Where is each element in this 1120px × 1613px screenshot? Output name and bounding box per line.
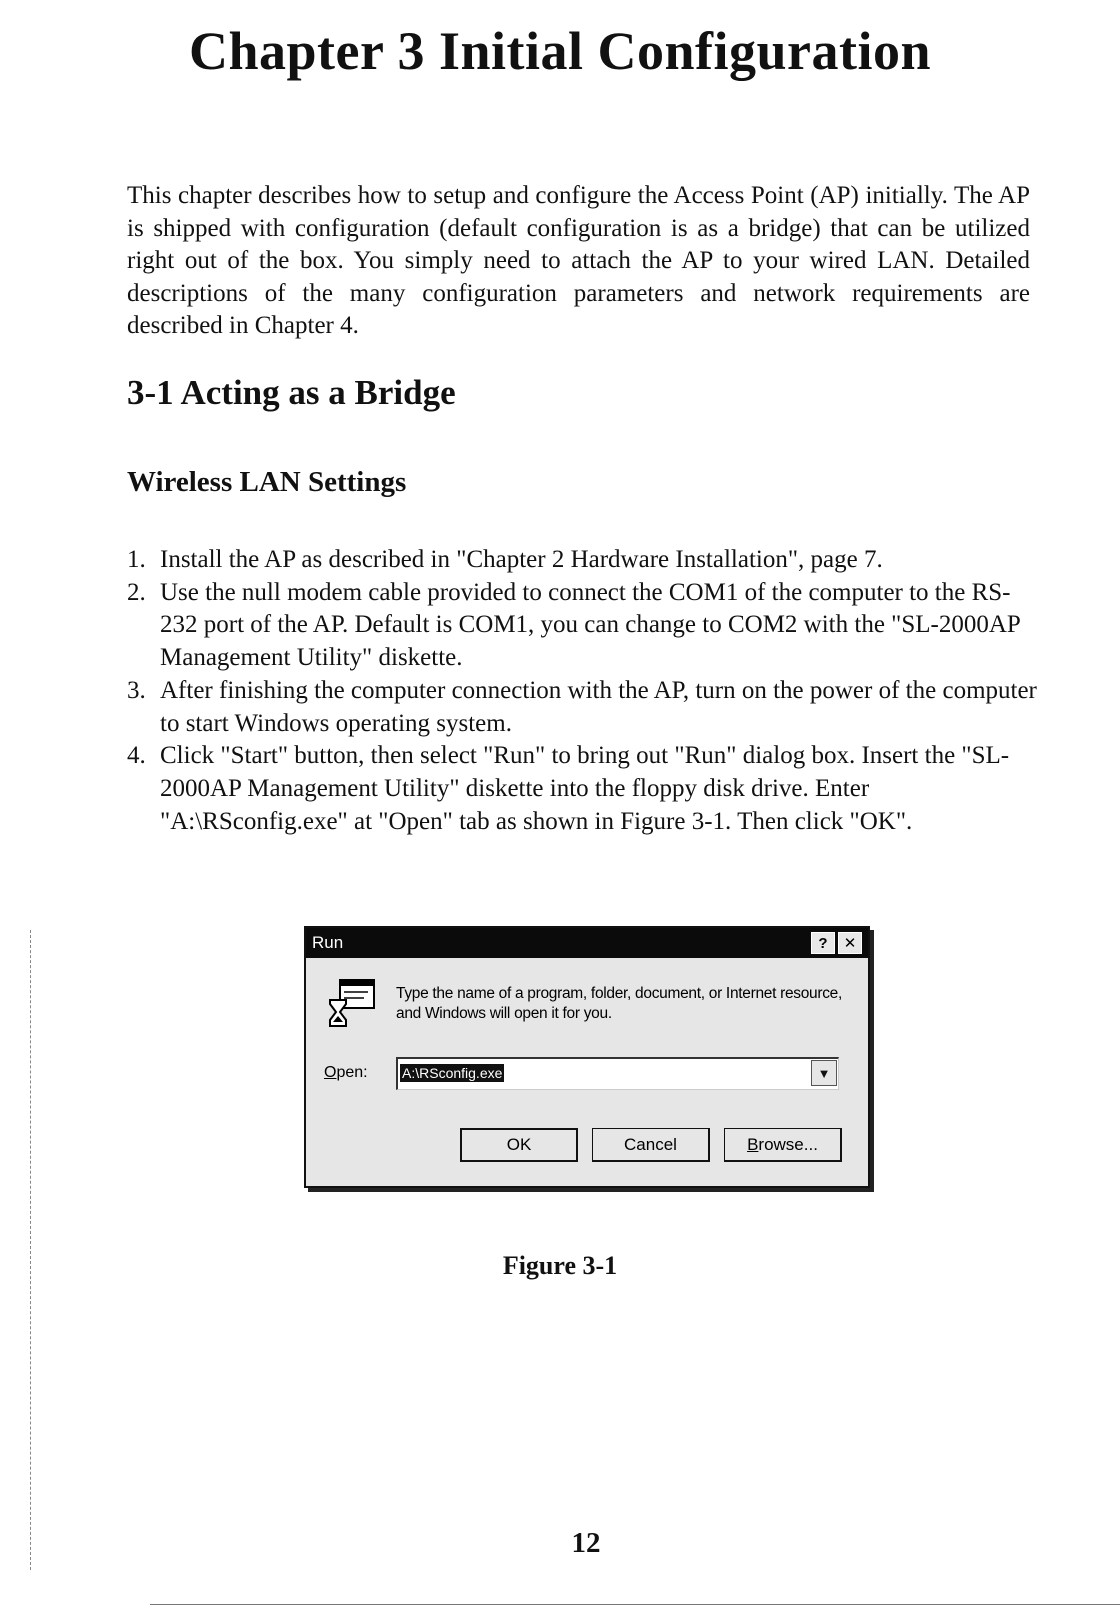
open-label: [324, 1064, 368, 1082]
open-label-text: pen:: [336, 1064, 368, 1081]
close-button[interactable]: ✕: [838, 932, 862, 954]
open-accelerator: O: [324, 1064, 337, 1081]
dialog-description: Type the name of a program, folder, document, or Internet resource, and Windows will open it for you.: [396, 985, 843, 1022]
run-icon: [324, 978, 376, 1030]
step-text: Use the null modem cable provided to connect the COM1 of the computer to the RS-232 port of the AP. Default is COM1, you can change to COM2 with the "SL-2000AP Management Utility" diskette.: [160, 578, 1020, 672]
step-text: Click "Start" button, then select "Run" to bring out "Run" dialog box. Insert the "SL-2000AP Management Utility" diskette into the floppy disk drive. Enter "A:\RSconfig.exe" at "Open" tab as shown in Figure 3-1. Then click "OK".: [160, 742, 1010, 835]
run-dialog: [304, 926, 870, 1188]
dialog-titlebar[interactable]: [306, 928, 868, 958]
list-item: [127, 577, 1047, 675]
scan-bottom-rule: [150, 1604, 1120, 1605]
dialog-body: [306, 958, 868, 1184]
open-input[interactable]: [396, 1057, 839, 1090]
chevron-down-icon[interactable]: ▼: [811, 1060, 837, 1086]
titlebar-buttons: [811, 932, 862, 954]
browse-label: rowse...: [758, 1134, 818, 1154]
step-text: Install the AP as described in "Chapter 2 Hardware Installation", page 7.: [160, 546, 883, 573]
dialog-title: Run: [312, 933, 344, 952]
scan-edge-line: [30, 930, 32, 1570]
browse-accelerator: B: [747, 1134, 759, 1154]
section-heading: 3-1 Acting as a Bridge: [127, 373, 456, 412]
browse-button[interactable]: [724, 1128, 842, 1162]
step-number: 2.: [127, 578, 146, 606]
figure-caption: Figure 3-1: [502, 1251, 618, 1280]
list-item: [127, 675, 1047, 740]
list-item: [127, 544, 1047, 577]
cancel-button[interactable]: Cancel: [592, 1128, 710, 1162]
intro-paragraph: This chapter describes how to setup and configure the Access Point (AP) initially. The AP is shipped with configuration (default configuration is as a bridge) that can be utilized right out of the box. You simply need to attach the AP to your wired LAN. Detailed descriptions of the many configuration parameters and network requirements are described in Chapter 4.: [127, 182, 1030, 339]
step-number: 4.: [127, 742, 146, 770]
chapter-title: Chapter 3 Initial Configuration: [188, 21, 932, 81]
step-text: After finishing the computer connection with the AP, turn on the power of the computer to start Windows operating system.: [160, 676, 1037, 737]
open-input-value[interactable]: A:\RSconfig.exe: [402, 1065, 503, 1081]
list-item: [127, 740, 1047, 838]
step-number: 1.: [127, 546, 146, 573]
ok-button[interactable]: OK: [460, 1128, 578, 1162]
step-number: 3.: [127, 676, 146, 704]
help-button[interactable]: ?: [811, 932, 835, 954]
page-number: 12: [571, 1527, 601, 1559]
sub-heading: Wireless LAN Settings: [127, 466, 407, 498]
steps-list: [127, 544, 1047, 838]
